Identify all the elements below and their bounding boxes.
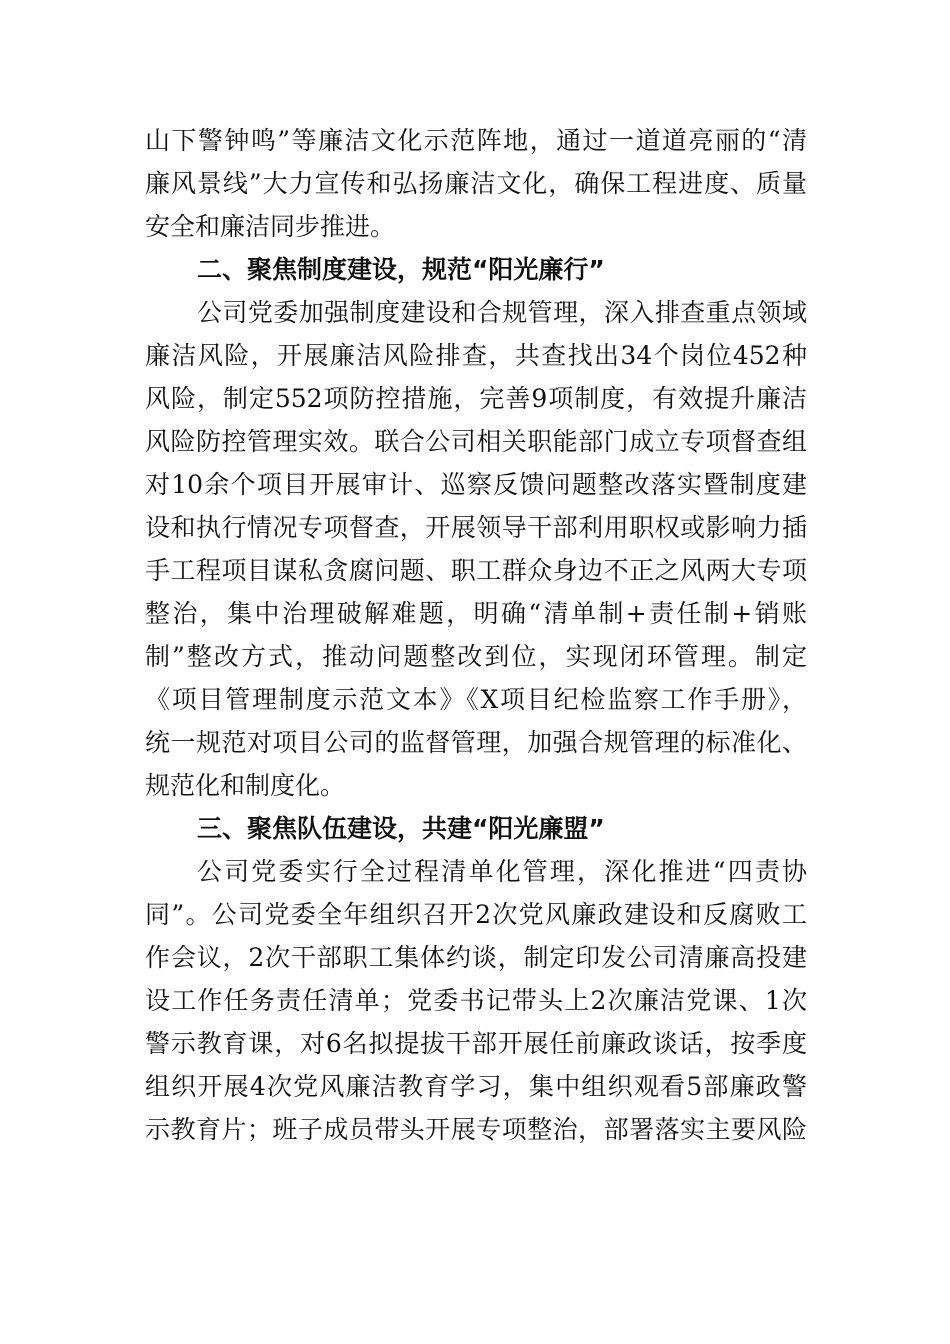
paragraph-line: 手工程项目谋私贪腐问题、职工群众身边不正之风两大专项: [145, 556, 807, 585]
section-heading: [145, 248, 807, 291]
paragraph-line: 对10余个项目开展审计、巡察反馈问题整改落实暨制度建: [145, 470, 807, 499]
paragraph-line: 设工作任务责任清单；党委书记带头上2次廉洁党课、1次: [145, 986, 807, 1015]
paragraph-line: 风险，制定552项防控措施，完善9项制度，有效提升廉洁: [145, 384, 807, 413]
section-heading: [145, 807, 807, 850]
paragraph-line: 整治，集中治理破解难题，明确“清单制+责任制+销账: [145, 599, 807, 628]
paragraph-line: 安全和廉洁同步推进。: [145, 212, 396, 241]
heading-text: 二、聚焦制度建设，规范“阳光廉行”: [197, 255, 605, 284]
paragraph-line: 警示教育课，对6名拟提拔干部开展任前廉政谈话，按季度: [145, 1029, 807, 1058]
paragraph-line: 组织开展4次党风廉洁教育学习，集中组织观看5部廉政警: [145, 1072, 807, 1101]
paragraph-line: 廉风景线”大力宣传和弘扬廉洁文化，确保工程进度、质量: [145, 169, 807, 198]
body-paragraph: [145, 291, 807, 807]
paragraph-line: 作会议，2次干部职工集体约谈，制定印发公司清廉高投建: [145, 943, 807, 972]
paragraph-line: 公司党委加强制度建设和合规管理，深入排查重点领域: [197, 298, 807, 327]
paragraph-line: 山下警钟鸣”等廉洁文化示范阵地，通过一道道亮丽的“清: [145, 126, 807, 155]
paragraph-line: 《项目管理制度示范文本》《X项目纪检监察工作手册》，: [145, 685, 807, 714]
paragraph-line: 风险防控管理实效。联合公司相关职能部门成立专项督查组: [145, 427, 807, 456]
document-page: [145, 119, 807, 1151]
paragraph-line: 统一规范对项目公司的监督管理，加强合规管理的标准化、: [145, 728, 807, 757]
heading-text: 三、聚焦队伍建设，共建“阳光廉盟”: [197, 814, 605, 843]
paragraph-line: 制”整改方式，推动问题整改到位，实现闭环管理。制定: [145, 642, 807, 671]
paragraph-line: 规范化和制度化。: [145, 771, 346, 800]
body-paragraph: [145, 850, 807, 1151]
paragraph-line: 廉洁风险，开展廉洁风险排查，共查找出34个岗位452种: [145, 341, 807, 370]
body-paragraph: [145, 119, 807, 248]
paragraph-line: 同”。公司党委全年组织召开2次党风廉政建设和反腐败工: [145, 900, 807, 929]
paragraph-line: 设和执行情况专项督查，开展领导干部利用职权或影响力插: [145, 513, 807, 542]
paragraph-line: 公司党委实行全过程清单化管理，深化推进“四责协: [197, 857, 807, 886]
paragraph-line: 示教育片；班子成员带头开展专项整治，部署落实主要风险: [145, 1115, 807, 1144]
